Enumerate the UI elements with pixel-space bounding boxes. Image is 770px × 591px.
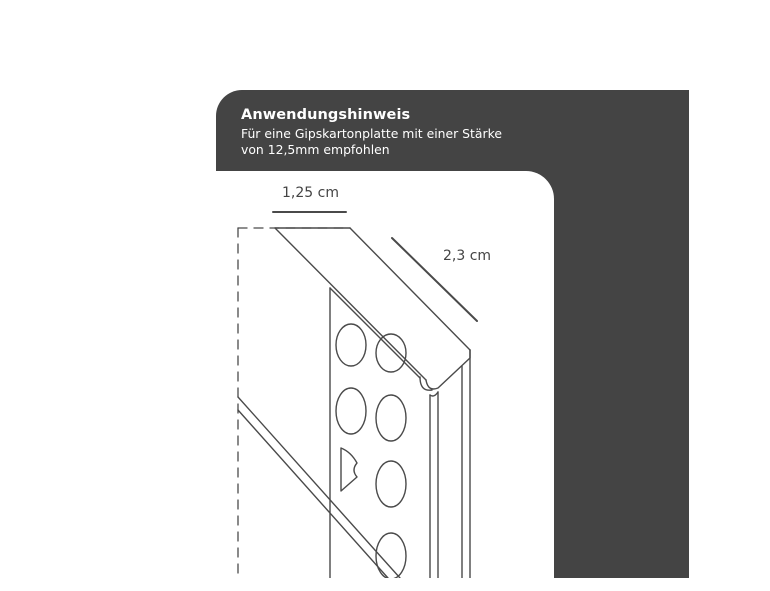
hint-title: Anwendungshinweis: [241, 107, 411, 123]
hint-line-2: von 12,5mm empfohlen: [241, 142, 390, 157]
profile-front-face: [430, 350, 470, 578]
profile-top-face: [275, 228, 470, 390]
perforated-flange: [330, 288, 420, 578]
drywall-board-outline: [238, 228, 350, 578]
depth-dimension-label: 2,3 cm: [443, 248, 492, 264]
perforation-holes: [336, 324, 406, 578]
width-dimension-label: 1,25 cm: [282, 185, 339, 201]
hint-line-1: Für eine Gipskartonplatte mit einer Stärke: [241, 126, 502, 141]
